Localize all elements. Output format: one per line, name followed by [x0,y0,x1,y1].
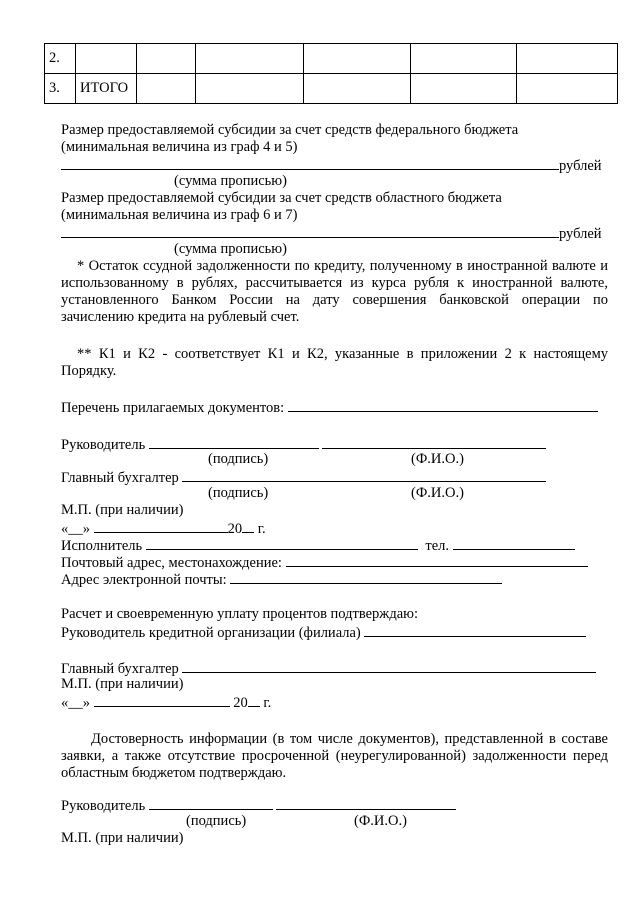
reliability-statement: Достоверность информации (в том числе документов), представленной в составе заявки, а также отсутствие просроченной (неурегулированной) задолженности перед областным бюджетом подтверждаю. [61,731,608,781]
date2-day: «__» [61,695,90,711]
chief-accountant2-field[interactable] [182,659,596,673]
email-row [61,570,502,589]
table-cell [411,74,517,104]
head2-fio-caption: (Ф.И.О.) [354,813,407,829]
stamp-note-3: М.П. (при наличии) [61,830,184,846]
head2-signature-field[interactable] [149,796,273,810]
email-field[interactable] [230,570,502,584]
table-cell [304,44,411,74]
footnote-k1-k2: ** К1 и К2 - соответствует К1 и К2, указанные в приложении 2 к настоящему Порядку. [61,346,608,379]
head-fio-field[interactable] [322,435,514,449]
head-fio-caption: (Ф.И.О.) [411,451,464,467]
head-signature-field[interactable] [149,435,319,449]
phone-label: тел. [425,538,449,554]
date2-year-field[interactable] [248,693,260,707]
head2-extra-field[interactable] [366,796,456,810]
head-label: Руководитель [61,437,146,453]
table-cell [196,44,304,74]
table-cell [137,74,196,104]
table-row [45,44,618,74]
chief-fio-caption: (Ф.И.О.) [411,485,464,501]
date-year-field[interactable] [242,519,254,533]
bank-head-field[interactable] [364,623,586,637]
table-cell [304,74,411,104]
head2-signature-caption: (подпись) [186,813,247,829]
stamp-note-2: М.П. (при наличии) [61,676,184,692]
footnote-currency: * Остаток ссудной задолженности по кредиту, полученному в иностранной валюте и использованному в рублях, рассчитывается из курса рубля к иностранной валюте, установленного Банком России на дату совершения банковской операции по зачислению кредита на рублевый счет. [61,258,608,325]
regional-amount-row [61,224,602,243]
email-label: Адрес электронной почты: [61,572,227,588]
federal-rubles-label: рублей [559,158,602,174]
chief-signature-caption: (подпись) [208,485,269,501]
date-day: «__» [61,521,90,537]
executor-field[interactable] [146,536,418,550]
regional-subsidy-note: (минимальная величина из граф 6 и 7) [61,207,298,223]
interest-confirmation: Расчет и своевременную уплату процентов подтверждаю: [61,606,418,622]
table-cell-label [76,44,137,74]
regional-rubles-label: рублей [559,226,602,242]
date-year-prefix: 20 [227,521,243,537]
documents-field[interactable] [288,398,598,412]
head-extra-field[interactable] [514,435,546,449]
documents-row [61,398,598,417]
regional-amount-field[interactable] [61,224,559,238]
table-cell [137,44,196,74]
table-cell-num: 2. [45,44,76,74]
date2-year-suffix: г. [263,695,272,711]
table-cell [196,74,304,104]
table-cell-label: ИТОГО [76,74,137,104]
date2-month-field[interactable] [94,693,230,707]
date-year-suffix: г. [257,521,266,537]
executor-label: Исполнитель [61,538,143,554]
federal-amount-caption: (сумма прописью) [174,173,287,189]
date2-year-prefix: 20 [233,695,248,711]
documents-label: Перечень прилагаемых документов: [61,400,285,416]
bank-head-row [61,623,586,642]
head2-label: Руководитель [61,798,146,814]
federal-subsidy-note: (минимальная величина из граф 4 и 5) [61,139,298,155]
postal-label: Почтовый адрес, местонахождение: [61,555,282,571]
federal-subsidy-label: Размер предоставляемой субсидии за счет средств федерального бюджета [61,122,519,138]
federal-amount-field[interactable] [61,156,559,170]
table-cell [517,74,618,104]
stamp-note: М.П. (при наличии) [61,502,184,518]
table-cell [411,44,517,74]
postal-field[interactable] [286,553,588,567]
federal-amount-row [61,156,602,175]
head-signature-row [61,435,546,454]
table-cell-num: 3. [45,74,76,104]
regional-subsidy-label: Размер предоставляемой субсидии за счет средств областного бюджета [61,190,502,206]
bank-head-label: Руководитель кредитной организации (филиала) [61,625,361,641]
chief-accountant-label: Главный бухгалтер [61,470,179,486]
totals-table [44,43,618,104]
regional-amount-caption: (сумма прописью) [174,241,287,257]
chief-accountant-field[interactable] [182,468,546,482]
head-signature-caption: (подпись) [208,451,269,467]
phone-field[interactable] [453,536,575,550]
head2-fio-field[interactable] [276,796,366,810]
chief-accountant-row [61,468,546,487]
table-row [45,74,618,104]
date2-row [61,693,271,712]
chief-accountant2-label: Главный бухгалтер [61,661,179,677]
table-cell [517,44,618,74]
date-month-field[interactable] [94,519,228,533]
